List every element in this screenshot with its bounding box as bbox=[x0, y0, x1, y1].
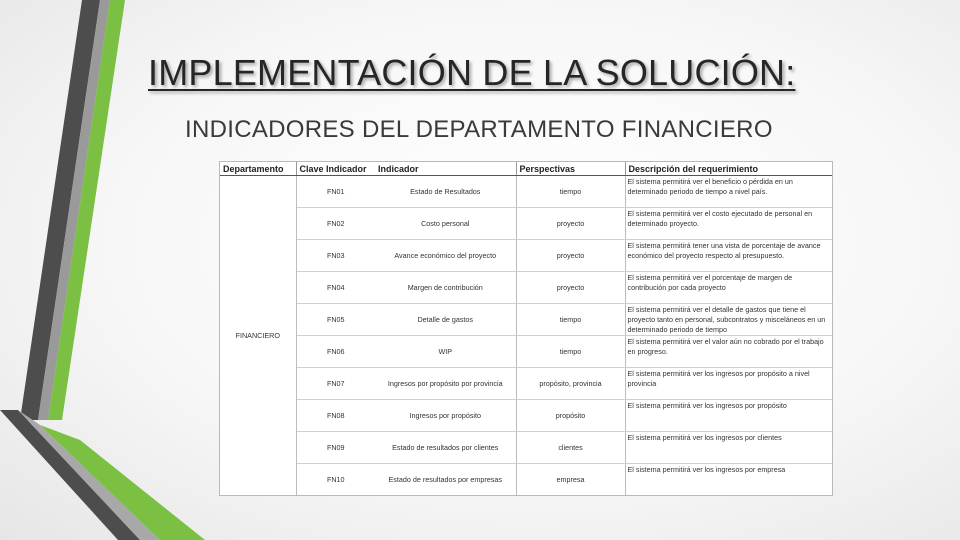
indicator-code: FN06 bbox=[296, 336, 375, 368]
header-clave: Clave Indicador bbox=[296, 162, 375, 176]
table-row bbox=[220, 368, 832, 400]
indicator-code: FN04 bbox=[296, 272, 375, 304]
department-cell: FINANCIERO bbox=[220, 176, 296, 496]
indicator-description: El sistema permitirá ver los ingresos por propósito a nivel provincia bbox=[625, 368, 832, 400]
header-departamento: Departamento bbox=[220, 162, 296, 176]
indicator-description: El sistema permitirá tener una vista de porcentaje de avance económico del proyecto respecto al presupuesto. bbox=[625, 240, 832, 272]
indicator-name: Avance económico del proyecto bbox=[375, 240, 516, 272]
indicator-description: El sistema permitirá ver el costo ejecutado de personal en determinado proyecto. bbox=[625, 208, 832, 240]
table-row bbox=[220, 400, 832, 432]
indicators-table bbox=[219, 161, 833, 496]
indicator-description: El sistema permitirá ver el detalle de gastos que tiene el proyecto tanto en personal, subcontratos y misceláneos en un determinado periodo de tiempo bbox=[625, 304, 832, 336]
header-descripcion: Descripción del requerimiento bbox=[625, 162, 832, 176]
table-row bbox=[220, 240, 832, 272]
indicator-code: FN08 bbox=[296, 400, 375, 432]
table-row bbox=[220, 464, 832, 496]
indicator-name: Ingresos por propósito bbox=[375, 400, 516, 432]
indicator-code: FN05 bbox=[296, 304, 375, 336]
indicator-perspective: proyecto bbox=[516, 240, 625, 272]
table-row bbox=[220, 304, 832, 336]
table-header-row bbox=[220, 162, 832, 176]
table-row bbox=[220, 208, 832, 240]
table-row bbox=[220, 272, 832, 304]
indicator-perspective: empresa bbox=[516, 464, 625, 496]
indicator-name: Costo personal bbox=[375, 208, 516, 240]
light-bar-bottom bbox=[18, 410, 160, 540]
indicator-perspective: propósito, provincia bbox=[516, 368, 625, 400]
indicator-perspective: tiempo bbox=[516, 304, 625, 336]
indicator-description: El sistema permitirá ver los ingresos por clientes bbox=[625, 432, 832, 464]
indicator-name: Estado de resultados por empresas bbox=[388, 475, 502, 485]
indicator-description: El sistema permitirá ver el porcentaje de margen de contribución por cada proyecto bbox=[625, 272, 832, 304]
indicator-description: El sistema permitirá ver los ingresos por empresa bbox=[625, 464, 832, 496]
indicator-code: FN09 bbox=[296, 432, 375, 464]
indicator-description: El sistema permitirá ver los ingresos por propósito bbox=[625, 400, 832, 432]
header-perspectivas: Perspectivas bbox=[516, 162, 625, 176]
indicator-perspective: clientes bbox=[516, 432, 625, 464]
table-row bbox=[220, 336, 832, 368]
table-row bbox=[220, 432, 832, 464]
indicator-description: El sistema permitirá ver el valor aún no cobrado por el trabajo en progreso. bbox=[625, 336, 832, 368]
indicator-code: FN03 bbox=[296, 240, 375, 272]
indicator-code: FN07 bbox=[296, 368, 375, 400]
header-indicador: Indicador bbox=[375, 162, 516, 176]
indicator-perspective: proyecto bbox=[516, 208, 625, 240]
indicator-perspective: proyecto bbox=[516, 272, 625, 304]
indicator-name: Detalle de gastos bbox=[375, 304, 516, 336]
indicator-name: Margen de contribución bbox=[375, 272, 516, 304]
slide-subtitle: INDICADORES DEL DEPARTAMENTO FINANCIERO bbox=[185, 116, 773, 143]
indicator-code: FN01 bbox=[296, 176, 375, 208]
table-row bbox=[220, 176, 832, 208]
indicator-code: FN02 bbox=[296, 208, 375, 240]
indicator-name: Estado de Resultados bbox=[375, 176, 516, 208]
indicator-name: Estado de resultados por clientes bbox=[375, 432, 516, 464]
indicator-perspective: propósito bbox=[516, 400, 625, 432]
slide-title: IMPLEMENTACIÓN DE LA SOLUCIÓN: bbox=[148, 52, 796, 93]
indicator-description: El sistema permitirá ver el beneficio o pérdida en un determinado periodo de tiempo a nivel país. bbox=[625, 176, 832, 208]
indicator-perspective: tiempo bbox=[516, 336, 625, 368]
indicator-name: WIP bbox=[375, 336, 516, 368]
indicator-name: Ingresos por propósito por provincia bbox=[375, 368, 516, 400]
indicator-perspective: tiempo bbox=[516, 176, 625, 208]
indicator-code: FN10 bbox=[326, 475, 345, 485]
